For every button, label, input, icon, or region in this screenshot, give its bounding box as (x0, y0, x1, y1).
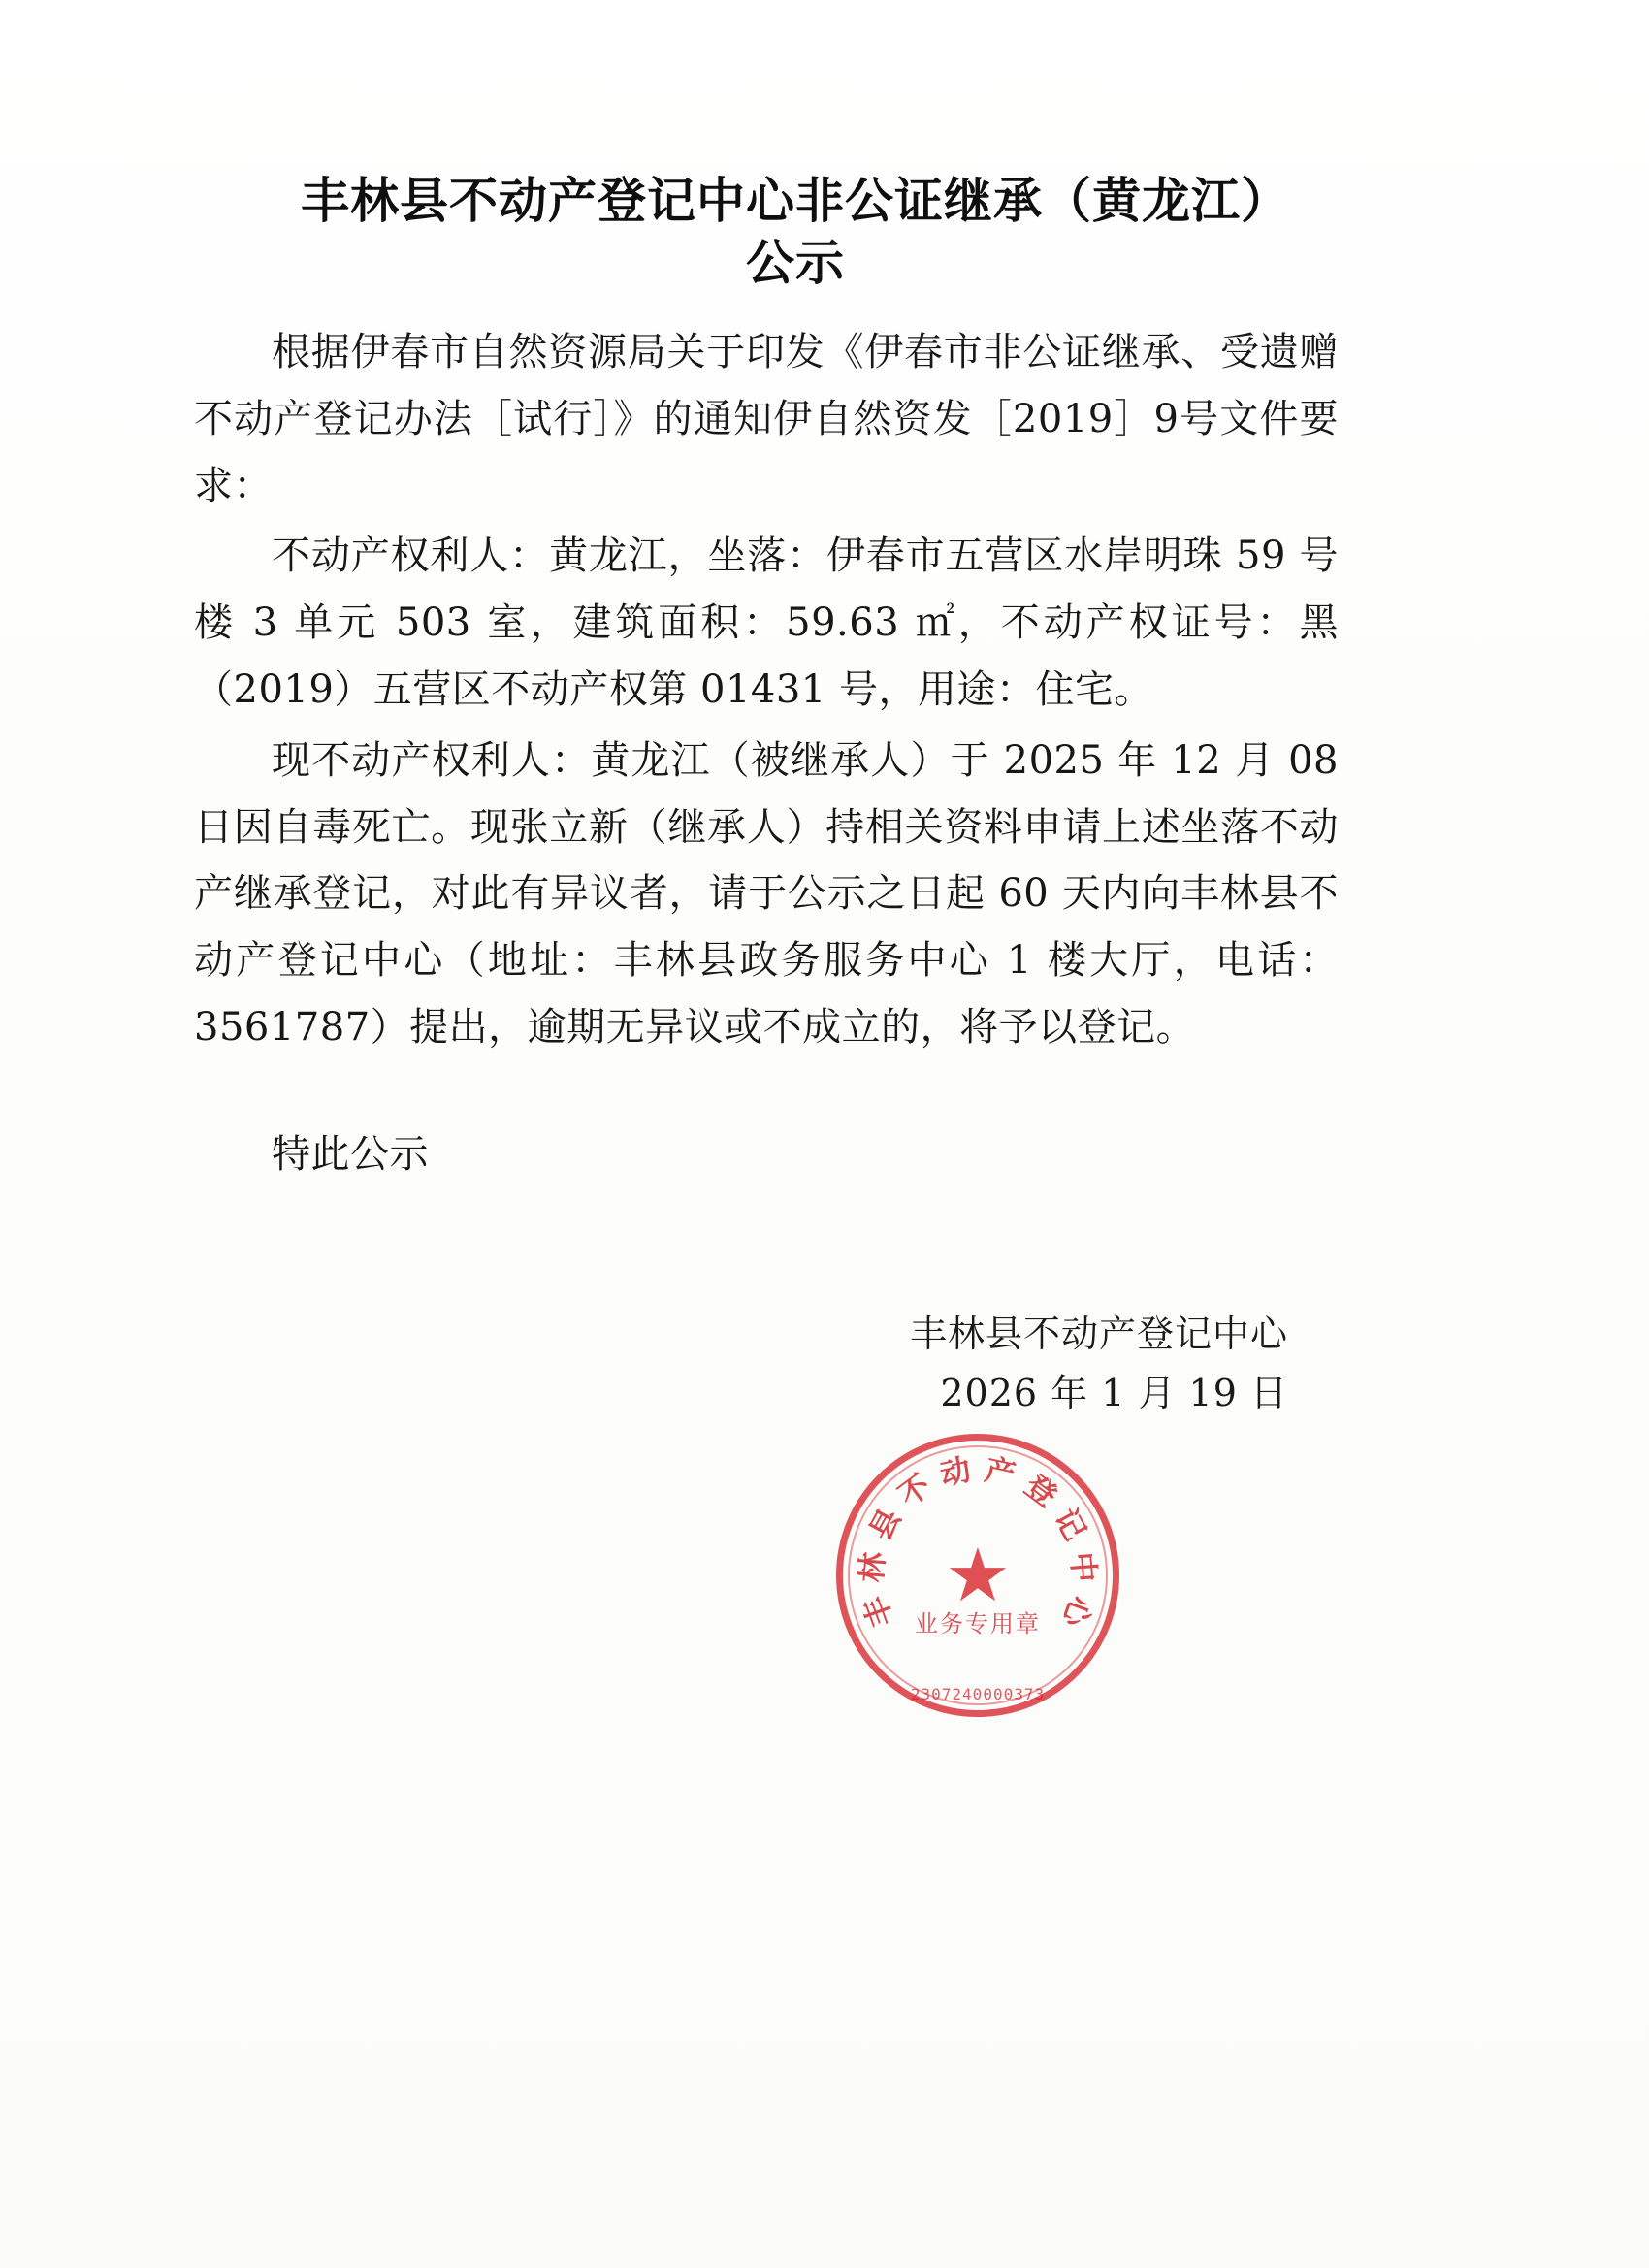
paragraph-inheritance-notice: 现不动产权利人：黄龙江（被继承人）于 2025 年 12 月 08 日因自毒死亡。现张立新（继承人）持相关资料申请上述坐落不动产继承登记，对此有异议者，请于公示之日起 60 天内向丰林县不动产登记中心（地址：丰林县政务服务中心 1 楼大厅，电话：3561787）提出，逾期无异议或不成立的，将予以登记。 (194, 737, 1339, 1050)
closing-statement: 特此公示 (272, 1131, 429, 1177)
document-content (194, 170, 1455, 1424)
seal-code: 2307240000373 (910, 1685, 1046, 1703)
seal-arc-char: 林 (854, 1550, 891, 1584)
seal-sub-text: 业务专用章 (915, 1610, 1041, 1637)
seal-arc-char: 丰 (857, 1591, 901, 1632)
signature-date: 2026 年 1 月 19 日 (940, 1372, 1288, 1415)
title-line-1: 丰林县不动产登记中心非公证继承（黄龙江） (301, 173, 1290, 229)
page-title (194, 170, 1397, 294)
document-body (194, 319, 1339, 1188)
seal-arc-char: 登 (1018, 1468, 1063, 1514)
title-line-2: 公示 (746, 235, 845, 291)
paragraph-basis: 根据伊春市自然资源局关于印发《伊春市非公证继承、受遗赠不动产登记办法［试行］》的通知伊自然资发［2019］9号文件要求： (194, 330, 1339, 508)
signature-block (194, 1305, 1455, 1424)
seal-arc-char: 动 (937, 1452, 974, 1493)
paragraph-property-info: 不动产权利人：黄龙江，坐落：伊春市五营区水岸明珠 59 号楼 3 单元 503 室，建筑面积：59.63 ㎡，不动产权证号：黑（2019）五营区不动产权第 01431 号，用途：住宅。 (194, 534, 1339, 712)
seal-arc-char: 产 (982, 1452, 1018, 1493)
paragraph-spacer (194, 1065, 1339, 1121)
seal-arc-char: 不 (892, 1468, 938, 1514)
seal-arc-char: 县 (862, 1503, 909, 1546)
seal-arc-char: 记 (1047, 1503, 1093, 1546)
seal-arc-char: 中 (1064, 1550, 1102, 1584)
seal-star-icon: ★ (944, 1532, 1012, 1618)
signature-issuer: 丰林县不动产登记中心 (909, 1312, 1288, 1355)
seal-arc-char: 心 (1054, 1591, 1099, 1632)
